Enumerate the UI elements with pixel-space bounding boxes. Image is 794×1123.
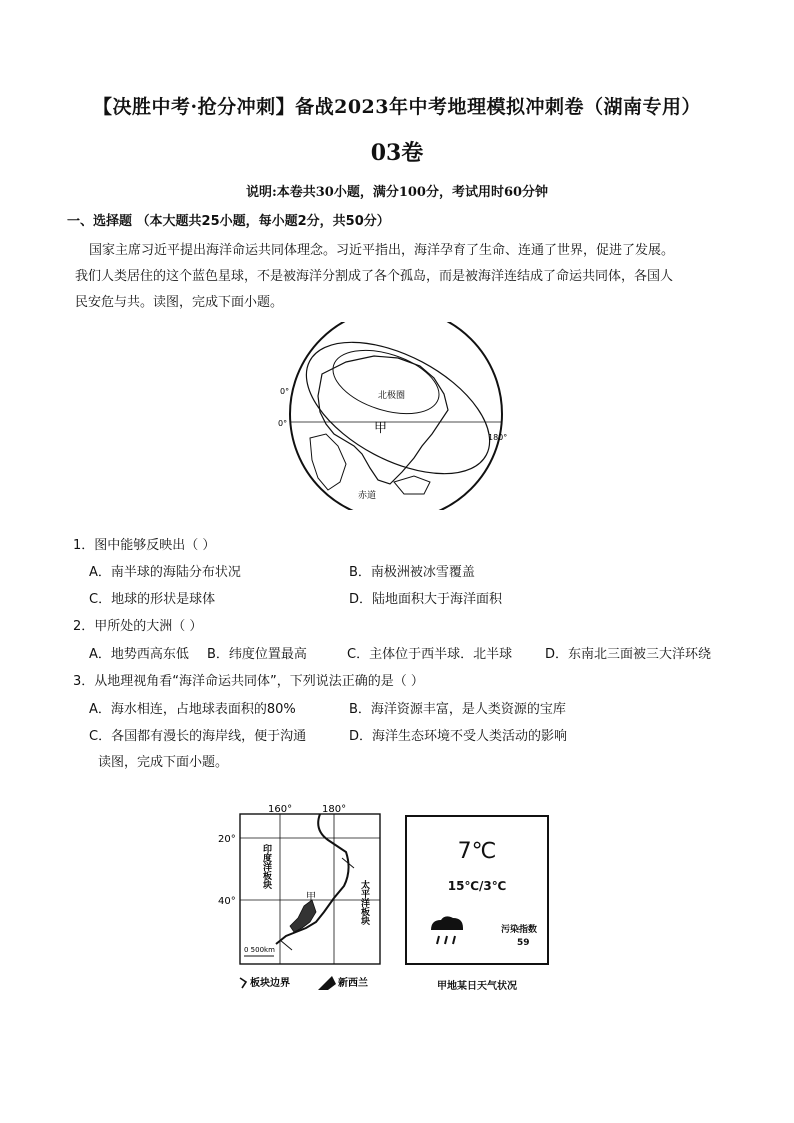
lon-180-label: 180° — [488, 433, 508, 442]
nz-map-figure — [216, 800, 386, 1000]
plate-boundary-line — [276, 814, 349, 944]
plate-arrow — [280, 940, 292, 950]
lon-160-label: 160° — [268, 804, 293, 815]
question-3-option-b[interactable]: B．海洋资源丰富，是人类资源的宝库 — [349, 702, 566, 717]
scale-label: 0 500km — [244, 946, 275, 954]
question-1-option-d[interactable]: D．陆地面积大于海洋面积 — [349, 592, 503, 607]
intro-line: 民安危与共。读图，完成下面小题。 — [75, 295, 284, 310]
boundary-legend-icon — [240, 978, 246, 988]
weather-panel — [405, 815, 549, 965]
pacific-plate-label: 太平洋板块 — [359, 880, 369, 925]
jia-label: 甲 — [306, 892, 316, 903]
question-3-option-d[interactable]: D．海洋生态环境不受人类活动的影响 — [349, 729, 568, 744]
question-2-option-b[interactable]: B．纬度位置最高 — [207, 647, 307, 662]
lat-20-label: 20° — [218, 834, 236, 845]
question-2-option-c[interactable]: C．主体位于西半球．北半球 — [347, 647, 513, 662]
new-zealand-shape — [290, 900, 316, 932]
nz-legend-label: 新西兰 — [338, 978, 368, 989]
page-title: 【决胜中考·抢分冲刺】备战2023年中考地理模拟冲刺卷（湖南专用） — [93, 96, 701, 118]
intro-line: 我们人类居住的这个蓝色星球，不是被海洋分割成了各个孤岛，而是被海洋连结成了命运共同体，各国人 — [75, 269, 674, 284]
question-2-option-d[interactable]: D．东南北三面被三大洋环绕 — [545, 647, 712, 662]
question-3-option-a[interactable]: A．海水相连，占地球表面积的80% — [89, 702, 296, 717]
read-map-instruction: 读图，完成下面小题。 — [98, 755, 229, 770]
indian-plate-label: 印度洋板块 — [261, 844, 271, 889]
arctic-circle-label: 北极圈 — [378, 391, 406, 401]
question-2-option-a[interactable]: A．地势西高东低 — [89, 647, 189, 662]
lat-40-label: 40° — [218, 896, 236, 907]
zero-label-mid: 0° — [278, 419, 288, 428]
question-1-option-b[interactable]: B．南极洲被冰雪覆盖 — [349, 565, 475, 580]
boundary-legend-label: 板块边界 — [250, 978, 290, 989]
jia-label: 甲 — [374, 421, 388, 436]
current-temperature: 7℃ — [457, 839, 497, 864]
nz-legend-icon — [318, 976, 336, 990]
question-3-stem: 3．从地理视角看“海洋命运共同体”，下列说法正确的是（ ） — [73, 674, 424, 689]
rain-cloud-icon — [427, 912, 467, 948]
globe-figure — [274, 322, 514, 510]
exam-instructions: 说明:本卷共30小题，满分100分，考试用时60分钟 — [245, 185, 549, 200]
question-1-option-a[interactable]: A．南半球的海陆分布状况 — [89, 565, 241, 580]
intro-line: 国家主席习近平提出海洋命运共同体理念。习近平指出，海洋孕育了生命、连通了世界，促进了发展。 — [89, 243, 675, 258]
islands-outline — [394, 476, 430, 494]
paper-number: 03卷 — [370, 140, 424, 166]
temperature-range: 15℃/3℃ — [447, 879, 507, 893]
zero-label-top: 0° — [280, 387, 290, 396]
intro-paragraph — [75, 238, 735, 316]
equator-line — [285, 322, 510, 501]
lon-180-label: 180° — [322, 804, 347, 815]
question-1-option-c[interactable]: C．地球的形状是球体 — [89, 592, 216, 607]
question-1-stem: 1．图中能够反映出（ ） — [73, 538, 216, 553]
question-2-stem: 2．甲所处的大洲（ ） — [73, 619, 203, 634]
arctic-circle-line — [325, 338, 447, 425]
pollution-index-value: 59 — [517, 938, 530, 948]
question-3-option-c[interactable]: C．各国都有漫长的海岸线，便于沟通 — [89, 729, 307, 744]
weather-caption: 甲地某日天气状况 — [437, 981, 517, 992]
section-heading: 一、选择题 （本大题共25小题，每小题2分，共50分） — [67, 214, 390, 229]
equator-label: 赤道 — [358, 491, 377, 501]
pollution-index-label: 污染指数 — [501, 925, 538, 935]
